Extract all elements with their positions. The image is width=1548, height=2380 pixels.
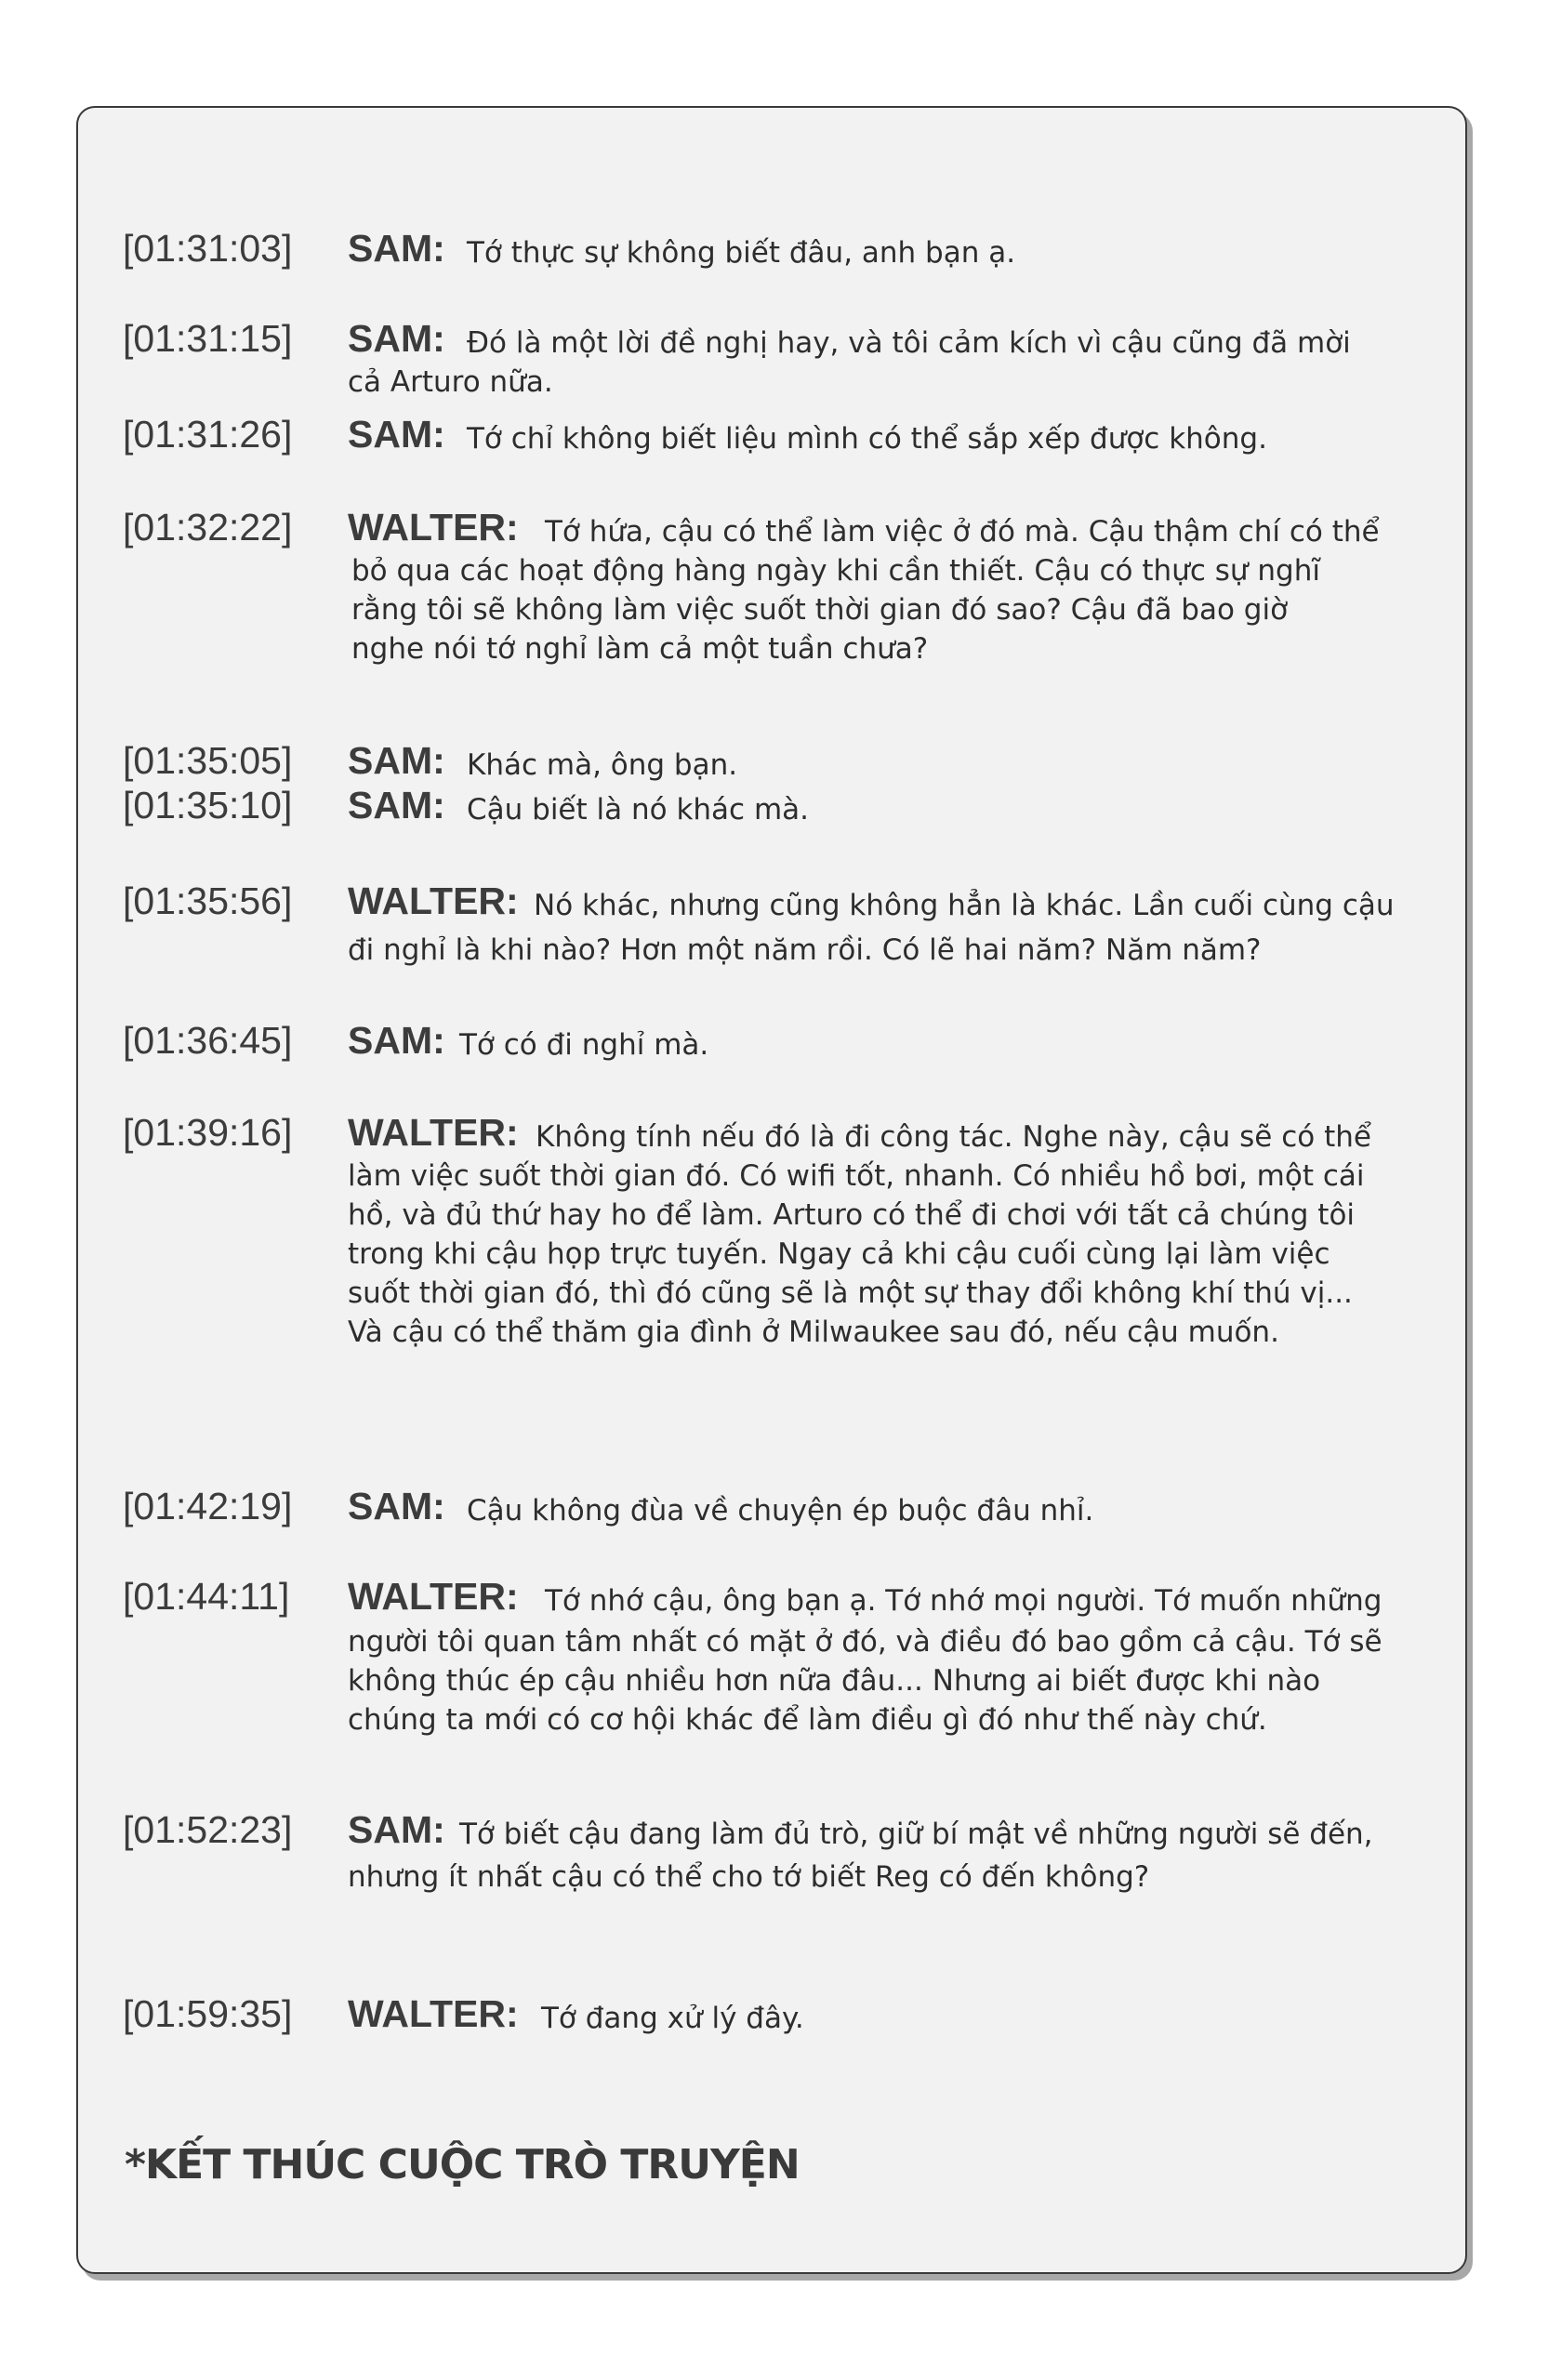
message-line: Khác mà, ông bạn. [467, 748, 738, 782]
message-line: Tớ đang xử lý đây. [541, 2002, 804, 2035]
timestamp: [01:52:23] [123, 1808, 293, 1851]
timestamp: [01:35:56] [123, 879, 293, 922]
message-text [536, 1117, 1371, 1157]
message-text-continued [348, 1157, 1365, 1352]
message-line: người tôi quan tâm nhất có mặt ở đó, và điều đó bao gồm cả cậu. Tớ sẽ [348, 1625, 1383, 1659]
timestamp: [01:44:11] [123, 1575, 290, 1618]
message-line: rằng tôi sẽ không làm việc suốt thời gian đó sao? Cậu đã bao giờ [351, 593, 1289, 627]
speaker-name: SAM: [348, 413, 445, 456]
message-line: Nó khác, nhưng cũng không hẳn là khác. Lần cuối cùng cậu [534, 889, 1395, 922]
message-text [467, 324, 1351, 363]
message-text-continued [348, 931, 1262, 970]
message-line: Tớ hứa, cậu có thể làm việc ở đó mà. Cậu thậm chí có thể [545, 515, 1380, 549]
message-line: Đó là một lời đề nghị hay, và tôi cảm kích vì cậu cũng đã mời [467, 326, 1351, 360]
message-line: suốt thời gian đó, thì đó cũng sẽ là một sự thay đổi không khí thú vị... [348, 1276, 1353, 1310]
message-line: Tớ chỉ không biết liệu mình có thể sắp xếp được không. [467, 422, 1267, 456]
timestamp: [01:42:19] [123, 1485, 293, 1527]
timestamp: [01:39:16] [123, 1111, 293, 1154]
timestamp: [01:31:26] [123, 413, 293, 456]
speaker-name: SAM: [348, 739, 445, 782]
speaker-name: SAM: [348, 1808, 445, 1851]
speaker-name: WALTER: [348, 1992, 519, 2035]
speaker-name: WALTER: [348, 1111, 519, 1154]
message-line: Tớ nhớ cậu, ông bạn ạ. Tớ nhớ mọi người. Tớ muốn những [545, 1584, 1383, 1618]
message-text [459, 1025, 708, 1064]
speaker-name: SAM: [348, 784, 445, 826]
message-text [467, 746, 737, 785]
message-text-continued [351, 551, 1320, 668]
message-line: nghe nói tớ nghỉ làm cả một tuần chưa? [351, 632, 929, 666]
message-text [467, 419, 1267, 458]
message-text [467, 233, 1015, 272]
message-text [459, 1815, 1373, 1854]
timestamp: [01:31:15] [123, 317, 293, 360]
message-text [541, 1999, 804, 2038]
transcript-panel [76, 106, 1467, 2274]
message-line: trong khi cậu họp trực tuyến. Ngay cả khi cậu cuối cùng lại làm việc [348, 1237, 1330, 1271]
message-text [534, 886, 1395, 925]
message-line: Cậu biết là nó khác mà. [467, 793, 809, 826]
message-line: cả Arturo nữa. [348, 365, 553, 399]
speaker-name: SAM: [348, 227, 445, 270]
message-line: Tớ có đi nghỉ mà. [459, 1028, 709, 1062]
message-line: chúng ta mới có cơ hội khác để làm điều gì đó như thế này chứ. [348, 1703, 1267, 1737]
timestamp: [01:32:22] [123, 506, 293, 549]
message-text [545, 1581, 1382, 1620]
message-line: bỏ qua các hoạt động hàng ngày khi cần thiết. Cậu có thực sự nghĩ [351, 554, 1320, 588]
message-line: hồ, và đủ thứ hay ho để làm. Arturo có thể đi chơi với tất cả chúng tôi [348, 1198, 1356, 1232]
timestamp: [01:36:45] [123, 1019, 293, 1062]
timestamp: [01:31:03] [123, 227, 293, 270]
message-text-continued [348, 363, 553, 402]
speaker-name: SAM: [348, 317, 445, 360]
message-line: đi nghỉ là khi nào? Hơn một năm rồi. Có lẽ hai năm? Năm năm? [348, 933, 1262, 967]
conversation-end-label: *KẾT THÚC CUỘC TRÒ TRUYỆN [125, 2141, 800, 2188]
message-line: Không tính nếu đó là đi công tác. Nghe này, cậu sẽ có thể [536, 1120, 1371, 1154]
speaker-name: SAM: [348, 1019, 445, 1062]
message-text [467, 1491, 1093, 1530]
message-line: nhưng ít nhất cậu có thể cho tớ biết Reg có đến không? [348, 1860, 1150, 1894]
message-text [545, 512, 1380, 551]
speaker-name: WALTER: [348, 506, 519, 549]
timestamp: [01:35:10] [123, 784, 293, 826]
message-line: Tớ biết cậu đang làm đủ trò, giữ bí mật về những người sẽ đến, [459, 1818, 1373, 1851]
speaker-name: WALTER: [348, 1575, 519, 1618]
message-text-continued [348, 1622, 1383, 1739]
speaker-name: SAM: [348, 1485, 445, 1527]
message-line: Và cậu có thể thăm gia đình ở Milwaukee sau đó, nếu cậu muốn. [348, 1316, 1279, 1349]
message-line: Cậu không đùa về chuyện ép buộc đâu nhỉ. [467, 1494, 1094, 1527]
message-text [467, 790, 809, 829]
message-text-continued [348, 1858, 1149, 1897]
message-line: làm việc suốt thời gian đó. Có wifi tốt, nhanh. Có nhiều hồ bơi, một cái [348, 1159, 1365, 1193]
message-line: Tớ thực sự không biết đâu, anh bạn ạ. [467, 236, 1016, 270]
timestamp: [01:59:35] [123, 1992, 293, 2035]
timestamp: [01:35:05] [123, 739, 293, 782]
message-line: không thúc ép cậu nhiều hơn nữa đâu... Nhưng ai biết được khi nào [348, 1664, 1321, 1698]
speaker-name: WALTER: [348, 879, 519, 922]
